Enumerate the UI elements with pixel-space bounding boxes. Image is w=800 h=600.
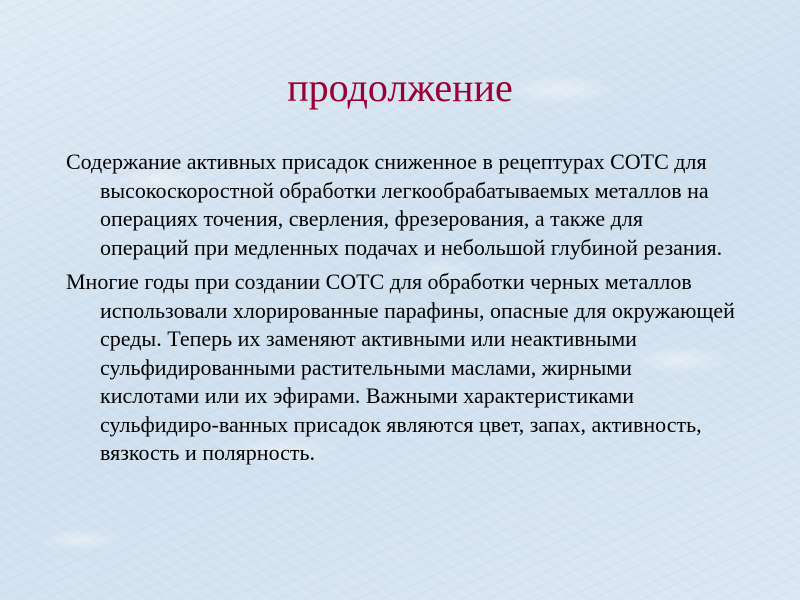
slide-title: продолжение: [287, 65, 513, 110]
slide-body: [66, 148, 736, 474]
paragraph-1: Содержание активных присадок сниженное в рецептурах СОТС для высокоскоростной обработки легкообрабатываемых металлов на операциях точения, сверления, фрезерования, а также для операций при медленных подачах и небольшой глубиной резания.: [66, 149, 723, 260]
paragraph-2: Многие годы при создании СОТС для обработки черных металлов использовали хлорированные парафины, опасные для окружающей среды. Теперь их заменяют активными или неактивными сульфидированными растительными маслами, жирными кислотами или их эфирами. Важными характеристиками сульфидиро-ванных присадок являются цвет, запах, активность, вязкость и полярность.: [66, 269, 735, 465]
